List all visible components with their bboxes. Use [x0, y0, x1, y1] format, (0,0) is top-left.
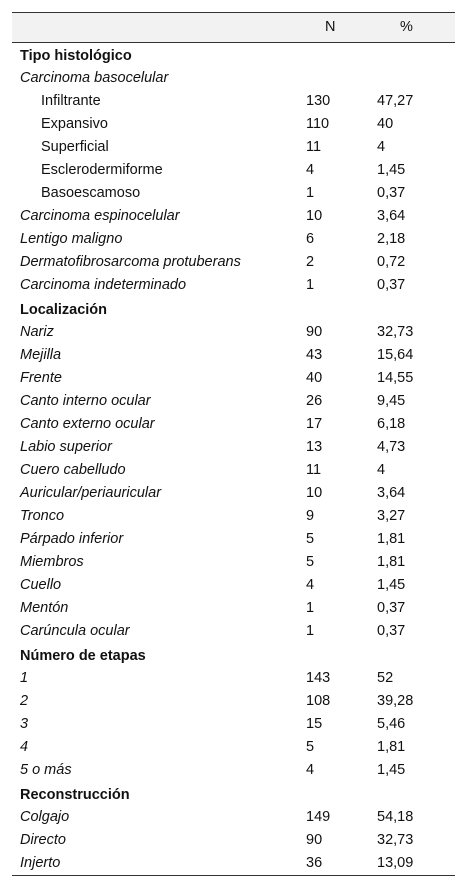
row-n: 110	[306, 116, 330, 132]
row-label: Cuello	[20, 577, 62, 593]
row-n: 1	[306, 185, 315, 201]
table-row	[12, 505, 455, 528]
row-percent: 0,37	[377, 277, 406, 293]
header-n: N	[325, 19, 336, 35]
row-n: 4	[306, 762, 315, 778]
row-percent: 0,37	[377, 623, 406, 639]
table-row	[12, 574, 455, 597]
row-n: 4	[306, 162, 315, 178]
row-label: Canto externo ocular	[20, 416, 155, 432]
row-n: 9	[306, 508, 315, 524]
row-label: Tronco	[20, 508, 65, 524]
row-label: Frente	[20, 370, 62, 386]
row-label: Infiltrante	[41, 93, 101, 109]
row-percent: 0,37	[377, 600, 406, 616]
row-label: Tipo histológico	[20, 48, 132, 64]
row-percent: 3,27	[377, 508, 406, 524]
table-row	[12, 436, 455, 459]
row-label: 3	[20, 716, 29, 732]
table-body	[12, 43, 455, 875]
row-n: 11	[306, 139, 322, 155]
row-percent: 15,64	[377, 347, 414, 363]
row-percent: 52	[377, 670, 394, 686]
row-label: Colgajo	[20, 809, 70, 825]
table-row	[12, 620, 455, 643]
row-n: 1	[306, 277, 315, 293]
row-n: 26	[306, 393, 323, 409]
row-percent: 32,73	[377, 832, 414, 848]
row-n: 5	[306, 531, 315, 547]
row-label: Carcinoma indeterminado	[20, 277, 187, 293]
table-row	[12, 367, 455, 390]
row-percent: 4	[377, 139, 386, 155]
row-percent: 54,18	[377, 809, 414, 825]
row-percent: 32,73	[377, 324, 414, 340]
row-label: Injerto	[20, 855, 61, 871]
table-row	[12, 852, 455, 875]
row-label: Superficial	[41, 139, 109, 155]
table-row	[12, 159, 455, 182]
row-n: 130	[306, 93, 331, 109]
row-label: Carcinoma espinocelular	[20, 208, 180, 224]
row-percent: 1,45	[377, 577, 406, 593]
row-percent: 40	[377, 116, 394, 132]
row-label: Dermatofibrosarcoma protuberans	[20, 254, 241, 270]
row-n: 17	[306, 416, 323, 432]
row-label: Mejilla	[20, 347, 62, 363]
row-percent: 9,45	[377, 393, 406, 409]
row-label: Lentigo maligno	[20, 231, 123, 247]
row-percent: 4,73	[377, 439, 406, 455]
row-n: 13	[306, 439, 323, 455]
table-header	[12, 13, 455, 43]
row-percent: 1,45	[377, 762, 406, 778]
table-row	[12, 551, 455, 574]
table-row	[12, 113, 455, 136]
row-label: 4	[20, 739, 29, 755]
row-label: Esclerodermiforme	[41, 162, 163, 178]
row-label: Número de etapas	[20, 648, 146, 664]
section-header-row	[12, 43, 455, 67]
table-row	[12, 205, 455, 228]
row-n: 4	[306, 577, 315, 593]
table-row	[12, 829, 455, 852]
row-percent: 2,18	[377, 231, 406, 247]
table-row	[12, 274, 455, 297]
row-label: 1	[20, 670, 29, 686]
row-label: Canto interno ocular	[20, 393, 151, 409]
table-row	[12, 736, 455, 759]
row-n: 108	[306, 693, 331, 709]
row-percent: 3,64	[377, 485, 406, 501]
row-label: Mentón	[20, 600, 69, 616]
header-percent: %	[400, 19, 413, 35]
row-percent: 3,64	[377, 208, 406, 224]
row-n: 10	[306, 485, 323, 501]
row-label: 2	[20, 693, 29, 709]
table-row	[12, 228, 455, 251]
row-n: 143	[306, 670, 331, 686]
row-label: Auricular/periauricular	[20, 485, 162, 501]
row-n: 1	[306, 600, 315, 616]
row-label: Directo	[20, 832, 66, 848]
section-header-row	[12, 297, 455, 321]
row-n: 90	[306, 324, 323, 340]
row-percent: 1,81	[377, 739, 406, 755]
row-percent: 39,28	[377, 693, 414, 709]
row-label: Localización	[20, 302, 108, 318]
table-row	[12, 182, 455, 205]
row-label: Párpado inferior	[20, 531, 124, 547]
row-n: 90	[306, 832, 323, 848]
table-row	[12, 136, 455, 159]
row-n: 11	[306, 462, 322, 478]
row-n: 6	[306, 231, 315, 247]
table-row	[12, 690, 455, 713]
row-n: 15	[306, 716, 323, 732]
table-row	[12, 597, 455, 620]
row-percent: 0,72	[377, 254, 406, 270]
row-label: Labio superior	[20, 439, 112, 455]
row-percent: 13,09	[377, 855, 414, 871]
row-n: 5	[306, 739, 315, 755]
row-n: 40	[306, 370, 323, 386]
row-n: 36	[306, 855, 323, 871]
row-label: Miembros	[20, 554, 84, 570]
table-row	[12, 321, 455, 344]
section-header-row	[12, 643, 455, 667]
row-n: 2	[306, 254, 315, 270]
table-row	[12, 528, 455, 551]
table-row	[12, 344, 455, 367]
data-table	[12, 12, 455, 876]
table-row	[12, 667, 455, 690]
row-label: Basoescamoso	[41, 185, 141, 201]
row-percent: 6,18	[377, 416, 406, 432]
row-percent: 1,81	[377, 531, 406, 547]
table-row	[12, 482, 455, 505]
row-n: 5	[306, 554, 315, 570]
row-n: 1	[306, 623, 315, 639]
row-label: Cuero cabelludo	[20, 462, 126, 478]
row-n: 43	[306, 347, 323, 363]
table-row	[12, 413, 455, 436]
row-percent: 1,45	[377, 162, 406, 178]
table-row	[12, 90, 455, 113]
row-label: Carcinoma basocelular	[20, 70, 169, 86]
table-row	[12, 459, 455, 482]
table-row	[12, 251, 455, 274]
row-percent: 4	[377, 462, 386, 478]
row-n: 10	[306, 208, 323, 224]
row-label: Carúncula ocular	[20, 623, 130, 639]
table-row	[12, 759, 455, 782]
table-row	[12, 67, 455, 90]
row-percent: 0,37	[377, 185, 406, 201]
row-percent: 5,46	[377, 716, 406, 732]
row-percent: 1,81	[377, 554, 406, 570]
row-label: Nariz	[20, 324, 54, 340]
row-label: Expansivo	[41, 116, 108, 132]
table-row	[12, 806, 455, 829]
table-row	[12, 713, 455, 736]
row-label: Reconstrucción	[20, 787, 130, 803]
row-percent: 47,27	[377, 93, 414, 109]
row-label: 5 o más	[20, 762, 72, 778]
row-percent: 14,55	[377, 370, 414, 386]
section-header-row	[12, 782, 455, 806]
table-row	[12, 390, 455, 413]
row-n: 149	[306, 809, 331, 825]
